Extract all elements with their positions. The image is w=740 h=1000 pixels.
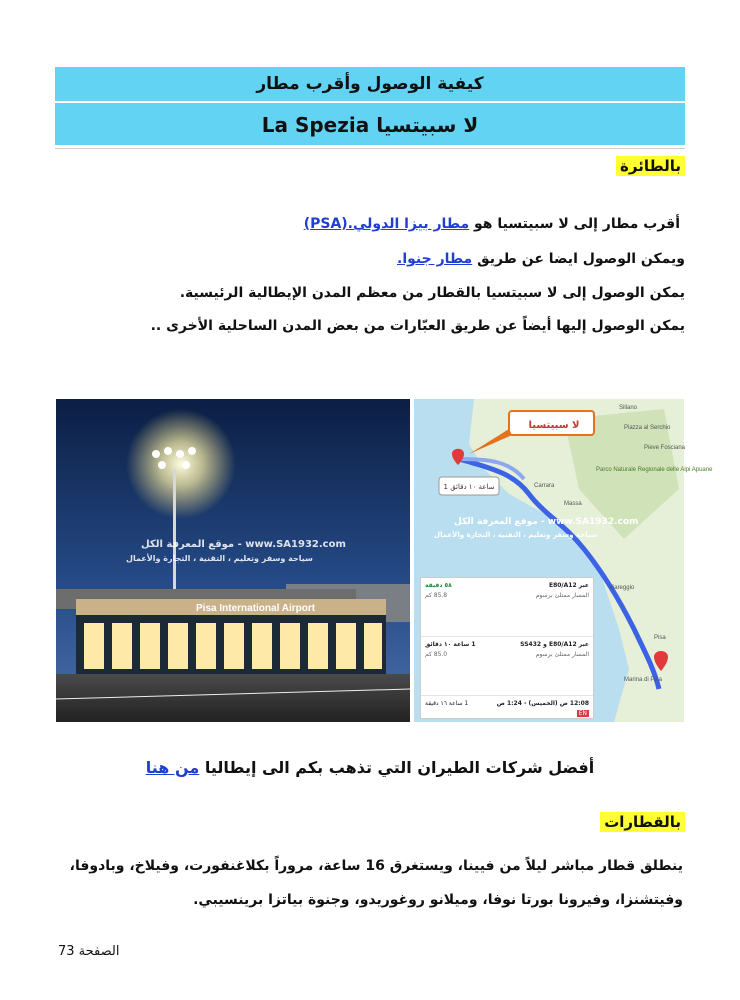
pisa-airport-link[interactable]: مطار بيزا الدولي.(PSA) <box>303 216 470 232</box>
plane-paragraph-3: يمكن الوصول إلى لا سبيتسيا بالقطار من معظم المدن الإيطالية الرئيسية. <box>179 285 685 301</box>
map-watermark-1: موقع المعرفة الكل - www.SA1932.com <box>454 517 639 527</box>
route-duration: 1 ساعة ١٦ دقيقة <box>425 700 469 707</box>
train-paragraph-2: وفيتشنزا، وفيرونا بورتا نوفا، وميلانو روغوريدو، وجنوة بياتزا برينسيبي. <box>193 892 683 908</box>
route-details: المسار ممتلئ برسوم <box>535 592 589 599</box>
title-line-1: كيفية الوصول وأقرب مطار <box>55 67 685 101</box>
route-option[interactable] <box>421 578 593 637</box>
train-heading: بالقطارات <box>600 812 685 832</box>
place-label: Pisa <box>654 635 666 641</box>
route-details: EN <box>578 710 587 717</box>
airlines-link[interactable]: من هنا <box>145 758 200 777</box>
route-option[interactable] <box>421 637 593 696</box>
caption-text: أفضل شركات الطيران التي تذهب بكم الى إيطاليا <box>199 758 595 777</box>
place-label: Sillano <box>619 405 638 411</box>
page-number: الصفحة 73 <box>58 944 120 959</box>
title-box <box>55 67 685 147</box>
map-watermark-2: سياحة وسفر وتعليم ، التقنية ، التجارة والأعمال <box>434 531 598 539</box>
route-option[interactable] <box>421 696 593 732</box>
plane-paragraph-1 <box>304 216 680 232</box>
route-duration: 1 ساعة ١٠ دقائق <box>425 641 476 648</box>
route-map <box>414 399 713 722</box>
place-label: Viareggio <box>609 585 635 591</box>
photo-watermark-1: موقع المعرفة الكل - www.SA1932.com <box>141 539 346 550</box>
route-distance: 85.8 كم <box>425 592 448 599</box>
airport-sign: Pisa International Airport <box>196 603 316 614</box>
place-label: Carrara <box>534 483 555 489</box>
map-time-badge: 1 ساعة ١٠ دقائق <box>443 483 495 491</box>
route-road: عبر E80/A12 <box>548 582 589 589</box>
photo-watermark-2: سياحة وسفر وتعليم ، التقنية ، التجارة والأعمال <box>126 554 313 563</box>
place-label: Pieve Fosciana <box>644 445 686 451</box>
plane-heading: بالطائرة <box>616 156 685 176</box>
title-line-2: لا سبيتسيا La Spezia <box>55 101 685 147</box>
plane-p1-text: أقرب مطار إلى لا سبيتسيا هو <box>469 216 680 232</box>
place-label: Parco Naturale Regionale delle Alpi Apuane <box>596 467 713 473</box>
genoa-airport-link[interactable]: مطار جنوا. <box>397 251 473 267</box>
place-label: Piazza al Serchio <box>624 425 671 431</box>
route-distance: 85.0 كم <box>425 651 448 658</box>
route-road: 12:08 ص (الخميس) - 1:24 ص <box>496 700 589 707</box>
route-details: المسار ممتلئ برسوم <box>535 651 589 658</box>
place-label: Marina di Pisa <box>624 677 663 683</box>
route-road: عبر E80/A12 و SS432 <box>520 641 589 648</box>
divider <box>55 148 685 149</box>
route-duration: ٥٨ دقيقة <box>425 582 452 589</box>
plane-paragraph-4: يمكن الوصول إليها أيضاً عن طريق العبّارات من بعض المدن الساحلية الأخرى .. <box>150 318 685 334</box>
map-callout: لا سبيتسيا <box>528 420 580 431</box>
airport-photo <box>56 399 410 722</box>
plane-paragraph-2 <box>397 251 685 267</box>
plane-p2-text: ويمكن الوصول ايضا عن طريق <box>472 251 685 267</box>
train-paragraph-1: ينطلق قطار مباشر ليلاً من فيينا، ويستغرق 16 ساعة، مروراً بكلاغنفورت، وفيلاخ، وبادوفا، <box>69 858 683 874</box>
airlines-caption <box>0 758 740 777</box>
place-label: Massa <box>564 501 582 507</box>
route-options-panel <box>420 577 594 719</box>
